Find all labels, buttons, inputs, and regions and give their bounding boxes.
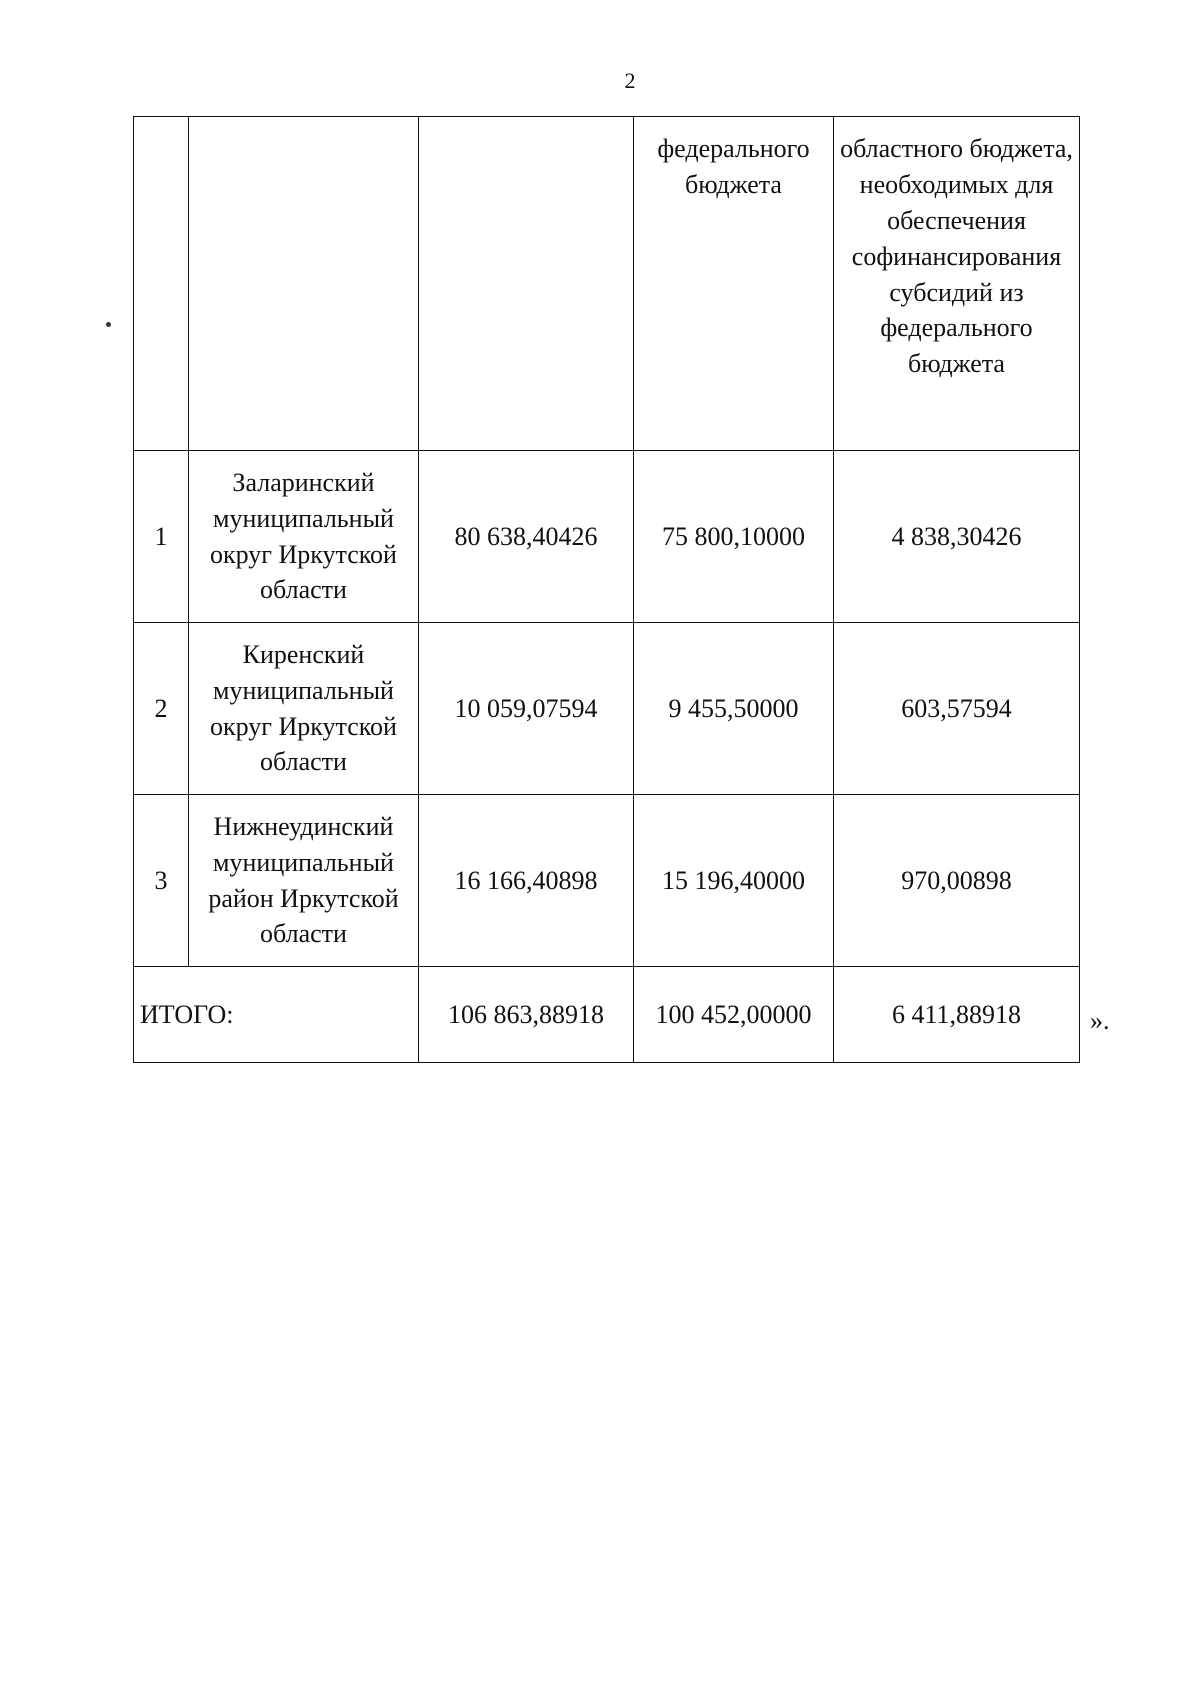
table-row	[134, 623, 1080, 795]
regional-amount: 4 838,30426	[834, 451, 1080, 623]
total-amount: 10 059,07594	[419, 623, 634, 795]
row-number: 3	[134, 795, 189, 967]
total-amount: 80 638,40426	[419, 451, 634, 623]
table-row	[134, 451, 1080, 623]
header-cell-total	[419, 117, 634, 451]
federal-amount: 75 800,10000	[634, 451, 834, 623]
header-cell-regional: областного бюджета, необходимых для обеспечения софинансирования субсидий из федерального бюджета	[834, 117, 1080, 451]
grand-total-amount: 106 863,88918	[419, 967, 634, 1063]
table-row	[134, 795, 1080, 967]
row-number: 2	[134, 623, 189, 795]
row-number: 1	[134, 451, 189, 623]
municipality-name: Нижнеудинский муниципальный район Иркутской области	[189, 795, 419, 967]
municipality-name: Киренский муниципальный округ Иркутской области	[189, 623, 419, 795]
grand-total-federal: 100 452,00000	[634, 967, 834, 1063]
regional-amount: 603,57594	[834, 623, 1080, 795]
table-header-row	[134, 117, 1080, 451]
scan-artifact-dot	[106, 322, 111, 327]
federal-amount: 15 196,40000	[634, 795, 834, 967]
page-number: 2	[624, 68, 636, 93]
budget-table	[133, 116, 1080, 1063]
grand-total-regional: 6 411,88918	[834, 967, 1080, 1063]
closing-quote: ».	[1090, 1006, 1110, 1035]
regional-amount: 970,00898	[834, 795, 1080, 967]
total-amount: 16 166,40898	[419, 795, 634, 967]
header-cell-name	[189, 117, 419, 451]
header-cell-number	[134, 117, 189, 451]
municipality-name: Заларинский муниципальный округ Иркутской области	[189, 451, 419, 623]
header-cell-federal: федерального бюджета	[634, 117, 834, 451]
table-total-row	[134, 967, 1080, 1063]
federal-amount: 9 455,50000	[634, 623, 834, 795]
total-label: ИТОГО:	[134, 967, 419, 1063]
